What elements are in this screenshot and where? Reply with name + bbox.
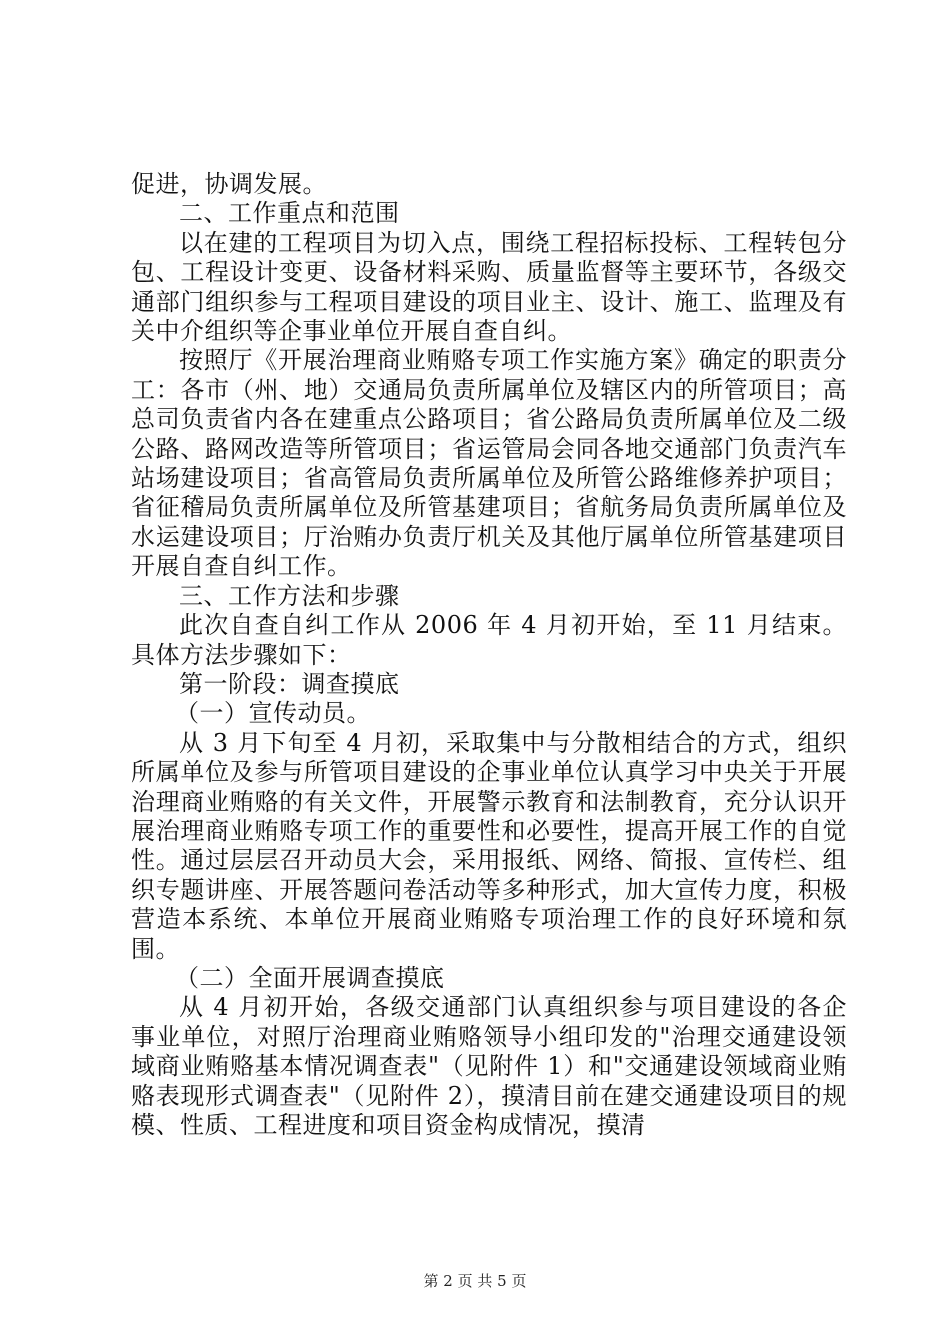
section-heading-3: 三、工作方法和步骤: [179, 581, 400, 610]
paragraph-11: 从 4 月初开始，各级交通部门认真组织参与项目建设的各企事业单位，对照厅治理商业贿赂领导小组印发的"治理交通建设领域商业贿赂基本情况调查表"（见附件 1）和"交通建设领域商业贿赂表现形式调查表"（见附件 2），摸清目前在建交通建设项目的规模、性质、工程进度和项目资金构成情况，摸清: [131, 993, 847, 1139]
paragraph-1: 促进，协调发展。: [131, 170, 327, 198]
paragraph-9: 从 3 月下旬至 4 月初，采取集中与分散相结合的方式，组织所属单位及参与所管项目建设的企事业单位认真学习中央关于开展治理商业贿赂的有关文件，开展警示教育和法制教育，充分认识开展治理商业贿赂专项工作的重要性和必要性，提高开展工作的自觉性。通过层层召开动员大会，采用报纸、网络、简报、宣传栏、组织专题讲座、开展答题问卷活动等多种形式，加大宣传力度，积极营造本系统、本单位开展商业贿赂专项治理工作的良好环境和氛围。: [131, 728, 847, 963]
stage-heading-1: 第一阶段：调查摸底: [179, 669, 400, 698]
subheading-2: （二）全面开展调查摸底: [175, 963, 445, 992]
document-body: [131, 170, 847, 1140]
paragraph-4: 按照厅《开展治理商业贿赂专项工作实施方案》确定的职责分工：各市（州、地）交通局负责所属单位及辖区内的所管项目；高总司负责省内各在建重点公路项目；省公路局负责所属单位及二级公路、路网改造等所管项目；省运管局会同各地交通部门负责汽车站场建设项目；省高管局负责所属单位及所管公路维修养护项目；省征稽局负责所属单位及所管基建项目；省航务局负责所属单位及水运建设项目；厅治贿办负责厅机关及其他厅属单位所管基建项目开展自查自纠工作。: [131, 346, 847, 581]
paragraph-6: 此次自查自纠工作从 2006 年 4 月初开始，至 11 月结束。具体方法步骤如下：: [131, 611, 847, 669]
paragraph-3: 以在建的工程项目为切入点，围绕工程招标投标、工程转包分包、工程设计变更、设备材料采购、质量监督等主要环节，各级交通部门组织参与工程项目建设的项目业主、设计、施工、监理及有关中介组织等企事业单位开展自查自纠。: [131, 228, 847, 346]
section-heading-2: 二、工作重点和范围: [179, 199, 400, 228]
page-footer: 第 2 页 共 5 页: [423, 1272, 527, 1290]
subheading-1: （一）宣传动员。: [175, 699, 371, 728]
